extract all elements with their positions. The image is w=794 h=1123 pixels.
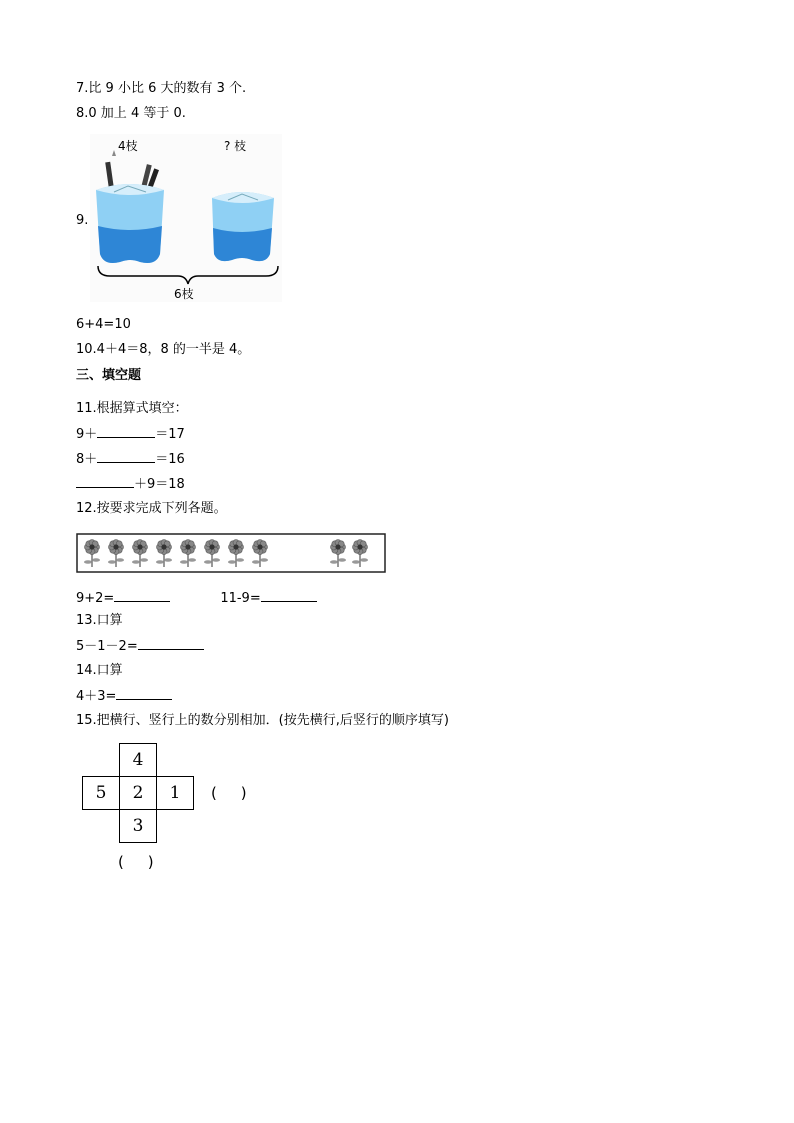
pen-holder-illustration <box>90 134 282 302</box>
grid-cell-bottom: 3 <box>119 809 157 843</box>
label-right: ? 枝 <box>224 139 247 153</box>
answer-blank[interactable] <box>76 475 134 488</box>
q11-line1-post: ＝17 <box>155 427 185 442</box>
flower-strip <box>76 530 388 574</box>
question-14-title: 14.口算 <box>76 663 123 678</box>
grid-cell-left: 5 <box>82 776 120 810</box>
pen-holder-left-icon <box>96 184 164 263</box>
q12-eq1: 9+2= <box>76 591 115 606</box>
question-12-title: 12.按要求完成下列各题。 <box>76 501 227 516</box>
answer-paren-column[interactable]: ( ) <box>118 853 154 871</box>
question-9-equation: 6+4=10 <box>76 317 131 332</box>
question-15-title: 15.把横行、竖行上的数分别相加．(按先横行,后竖行的顺序填写) <box>76 713 449 728</box>
answer-blank[interactable] <box>116 687 172 700</box>
q11-line1-pre: 9＋ <box>76 427 98 442</box>
q11-line2-post: ＝16 <box>155 452 185 467</box>
answer-blank[interactable] <box>138 637 204 650</box>
question-11-title: 11.根据算式填空： <box>76 401 188 416</box>
label-bottom: 6枝 <box>174 287 194 301</box>
flower-strip-illustration <box>76 530 388 574</box>
grid-cell-right: 1 <box>156 776 194 810</box>
pen-holder-right-icon <box>212 192 274 261</box>
grid-cell-top: 4 <box>119 743 157 777</box>
question-12-equations <box>76 589 317 608</box>
answer-blank[interactable] <box>97 425 155 438</box>
question-13-title: 13.口算 <box>76 613 123 628</box>
question-11-line-3 <box>76 475 185 494</box>
question-10: 10.4＋4＝8，8 的一半是 4。 <box>76 342 251 357</box>
answer-blank[interactable] <box>261 589 317 602</box>
q11-line2-pre: 8＋ <box>76 452 98 467</box>
q12-eq2: 11-9= <box>220 591 261 606</box>
label-left: 4枝 <box>118 139 138 153</box>
q13-eq: 5－1－2= <box>76 639 138 654</box>
answer-blank[interactable] <box>97 450 155 463</box>
question-8: 8.0 加上 4 等于 0. <box>76 106 186 121</box>
question-9-number: 9. <box>76 213 89 228</box>
pen-holder-figure <box>90 134 282 302</box>
q11-line3-post: ＋9＝18 <box>134 477 185 492</box>
answer-blank[interactable] <box>114 589 170 602</box>
grid-cell-center: 2 <box>119 776 157 810</box>
brace-icon <box>98 266 278 284</box>
question-7: 7.比 9 小比 6 大的数有 3 个. <box>76 81 247 96</box>
section-3-title: 三、填空题 <box>76 368 142 383</box>
answer-paren-row[interactable]: ( ) <box>211 784 247 802</box>
question-14-equation <box>76 687 172 706</box>
question-13-equation <box>76 637 204 656</box>
question-11-line-2 <box>76 450 185 469</box>
question-11-line-1 <box>76 425 185 444</box>
q14-eq: 4＋3= <box>76 689 117 704</box>
